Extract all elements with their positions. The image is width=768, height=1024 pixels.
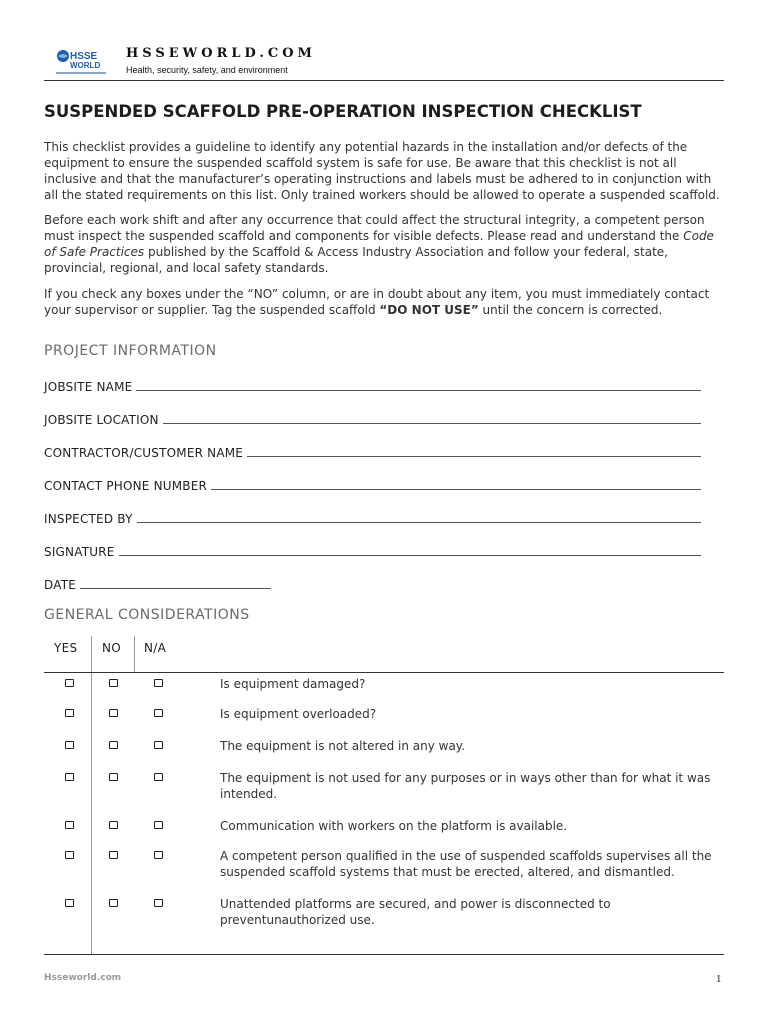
contractor-customer-name-label: CONTRACTOR/CUSTOMER NAME xyxy=(44,446,244,460)
jobsite-name-label: JOBSITE NAME xyxy=(44,380,133,394)
no-checkbox[interactable] xyxy=(109,773,118,781)
inspected-by-field[interactable] xyxy=(44,508,701,526)
jobsite-name-line[interactable] xyxy=(136,390,701,391)
footer-site: Hsseworld.com xyxy=(44,973,122,983)
document-title: SUSPENDED SCAFFOLD PRE-OPERATION INSPECTION CHECKLIST xyxy=(44,102,642,121)
intro-paragraph-1: This checklist provides a guideline to identify any potential hazards in the installation and/or defects of the equipment to ensure the suspended scaffold system is safe for use. Be aware that this checklist is not all inclusive and that the manufacturer’s operating instructions and labels must be adhered to in conjunction with all the stated requirements on this list. Only trained workers should be allowed to operate a suspended scaffold. xyxy=(44,140,720,202)
yes-checkbox[interactable] xyxy=(65,851,74,859)
table-header-rule xyxy=(44,672,724,673)
checklist-item-text: Unattended platforms are secured, and power is disconnected to preventunauthorized use. xyxy=(220,897,611,927)
brand-title: HSSEWORLD.COM xyxy=(126,46,316,61)
yes-checkbox[interactable] xyxy=(65,899,74,907)
brand-tagline: Health, security, safety, and environment xyxy=(126,65,288,75)
yes-checkbox[interactable] xyxy=(65,821,74,829)
column-header-na: N/A xyxy=(144,641,167,655)
svg-text:HSSE: HSSE xyxy=(70,51,98,62)
yes-checkbox[interactable] xyxy=(65,741,74,749)
project-information-heading: PROJECT INFORMATION xyxy=(44,343,217,359)
signature-label: SIGNATURE xyxy=(44,545,115,559)
column-divider xyxy=(91,636,92,954)
jobsite-location-line[interactable] xyxy=(163,423,701,424)
na-checkbox[interactable] xyxy=(154,773,163,781)
inspected-by-line[interactable] xyxy=(137,522,701,523)
contractor-customer-name-field[interactable] xyxy=(44,442,701,460)
yes-checkbox[interactable] xyxy=(65,709,74,717)
na-checkbox[interactable] xyxy=(154,741,163,749)
hsse-world-logo xyxy=(54,46,110,78)
checklist-item-text: The equipment is not used for any purposes or in ways other than for what it was intended. xyxy=(220,771,711,801)
date-field[interactable] xyxy=(44,574,271,592)
no-checkbox[interactable] xyxy=(109,899,118,907)
no-checkbox[interactable] xyxy=(109,851,118,859)
signature-line[interactable] xyxy=(119,555,701,556)
yes-checkbox[interactable] xyxy=(65,679,74,687)
column-divider xyxy=(134,636,135,672)
checklist-item-text: A competent person qualified in the use of suspended scaffolds supervises all the suspended scaffold systems that must be erected, altered, and dismantled. xyxy=(220,849,712,879)
column-header-no: NO xyxy=(102,641,122,655)
code-of-safe-practices-title: Code of Safe Practices xyxy=(44,229,714,259)
na-checkbox[interactable] xyxy=(154,851,163,859)
jobsite-name-field[interactable] xyxy=(44,376,701,394)
checklist-item-text: Communication with workers on the platform is available. xyxy=(220,819,568,833)
general-considerations-heading: GENERAL CONSIDERATIONS xyxy=(44,607,250,623)
general-considerations-table xyxy=(44,636,724,956)
na-checkbox[interactable] xyxy=(154,899,163,907)
signature-field[interactable] xyxy=(44,541,701,559)
yes-checkbox[interactable] xyxy=(65,773,74,781)
svg-text:WORLD: WORLD xyxy=(70,61,101,70)
date-line[interactable] xyxy=(80,588,271,589)
checklist-item-text: Is equipment damaged? xyxy=(220,677,366,691)
intro-paragraph-2: Before each work shift and after any occurrence that could affect the structural integrity, a competent person must inspect the suspended scaffold and components for visible defects. Please read and understand the Code of Safe Practices published by the Scaffold & Access Industry Association and follow your federal, state, provincial, regional, and local safety standards. xyxy=(44,213,714,275)
inspected-by-label: INSPECTED BY xyxy=(44,512,133,526)
table-bottom-rule xyxy=(44,954,724,955)
contact-phone-number-field[interactable] xyxy=(44,475,701,493)
page-header xyxy=(44,40,724,81)
na-checkbox[interactable] xyxy=(154,679,163,687)
contractor-customer-name-line[interactable] xyxy=(247,456,701,457)
no-checkbox[interactable] xyxy=(109,679,118,687)
do-not-use-tag: “DO NOT USE” xyxy=(379,303,479,317)
column-header-yes: YES xyxy=(54,641,78,655)
no-checkbox[interactable] xyxy=(109,741,118,749)
no-checkbox[interactable] xyxy=(109,821,118,829)
checklist-item-text: Is equipment overloaded? xyxy=(220,707,377,721)
no-checkbox[interactable] xyxy=(109,709,118,717)
page-number: 1 xyxy=(716,975,722,985)
jobsite-location-label: JOBSITE LOCATION xyxy=(44,413,159,427)
na-checkbox[interactable] xyxy=(154,709,163,717)
intro-paragraph-3: If you check any boxes under the “NO” column, or are in doubt about any item, you must immediately contact your supervisor or supplier. Tag the suspended scaffold “DO NOT USE” until the concern is corrected. xyxy=(44,287,710,317)
checklist-item-text: The equipment is not altered in any way. xyxy=(220,739,466,753)
na-checkbox[interactable] xyxy=(154,821,163,829)
jobsite-location-field[interactable] xyxy=(44,409,701,427)
date-label: DATE xyxy=(44,578,77,592)
contact-phone-number-line[interactable] xyxy=(211,489,701,490)
contact-phone-number-label: CONTACT PHONE NUMBER xyxy=(44,479,208,493)
